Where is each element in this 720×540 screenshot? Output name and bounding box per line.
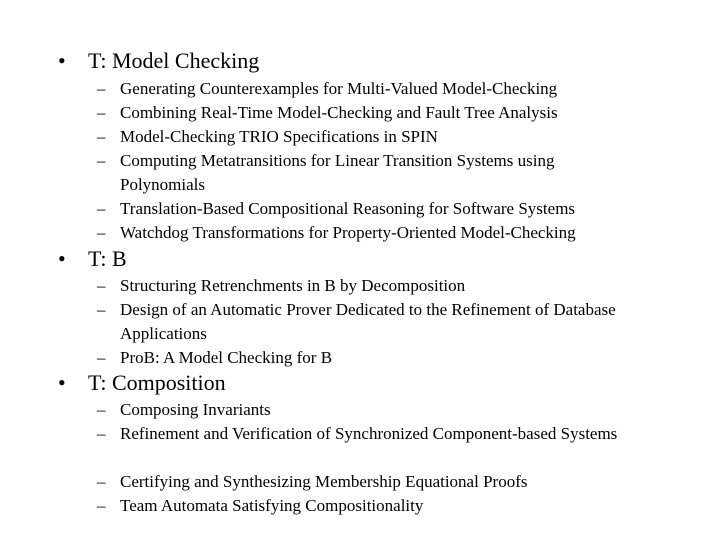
bullet-icon: • xyxy=(58,246,66,271)
list-item-text: ProB: A Model Checking for B xyxy=(120,348,333,367)
dash-icon: – xyxy=(97,79,106,98)
section-heading-composition xyxy=(58,370,226,396)
list-item-text: Team Automata Satisfying Compositionality xyxy=(120,496,424,515)
dash-icon: – xyxy=(97,223,106,242)
dash-icon: – xyxy=(97,424,106,443)
dash-icon: – xyxy=(97,300,106,319)
bullet-icon: • xyxy=(58,370,66,395)
dash-icon: – xyxy=(97,400,106,419)
list-item-text: Refinement and Verification of Synchronized Component-based Systems xyxy=(120,424,618,443)
list-item-text: Model-Checking TRIO Specifications in SPIN xyxy=(120,127,438,146)
list-item-text: Certifying and Synthesizing Membership Equational Proofs xyxy=(120,472,528,491)
list-item-text: Watchdog Transformations for Property-Oriented Model-Checking xyxy=(120,223,576,242)
dash-icon: – xyxy=(97,199,106,218)
section-title: T: Model Checking xyxy=(88,48,260,73)
list-item-text: Generating Counterexamples for Multi-Valued Model-Checking xyxy=(120,79,558,98)
dash-icon: – xyxy=(97,472,106,491)
dash-icon: – xyxy=(97,348,106,367)
list-item-text: Structuring Retrenchments in B by Decomposition xyxy=(120,276,466,295)
section-heading-b xyxy=(58,246,127,272)
list-item-text: Computing Metatransitions for Linear Transition Systems using Polynomials xyxy=(120,151,555,194)
list-item-text: Translation-Based Compositional Reasoning for Software Systems xyxy=(120,199,576,218)
list-item-text: Design of an Automatic Prover Dedicated to the Refinement of Database Applications xyxy=(120,300,616,343)
dash-icon: – xyxy=(97,103,106,122)
dash-icon: – xyxy=(97,496,106,515)
dash-icon: – xyxy=(97,276,106,295)
dash-icon: – xyxy=(97,151,106,170)
section-title: T: B xyxy=(88,246,127,271)
bullet-icon: • xyxy=(58,48,66,73)
list-item-text: Combining Real-Time Model-Checking and Fault Tree Analysis xyxy=(120,103,558,122)
list-item-text: Composing Invariants xyxy=(120,400,271,419)
dash-icon: – xyxy=(97,127,106,146)
section-title: T: Composition xyxy=(88,370,226,395)
section-heading-model-checking xyxy=(58,48,259,74)
